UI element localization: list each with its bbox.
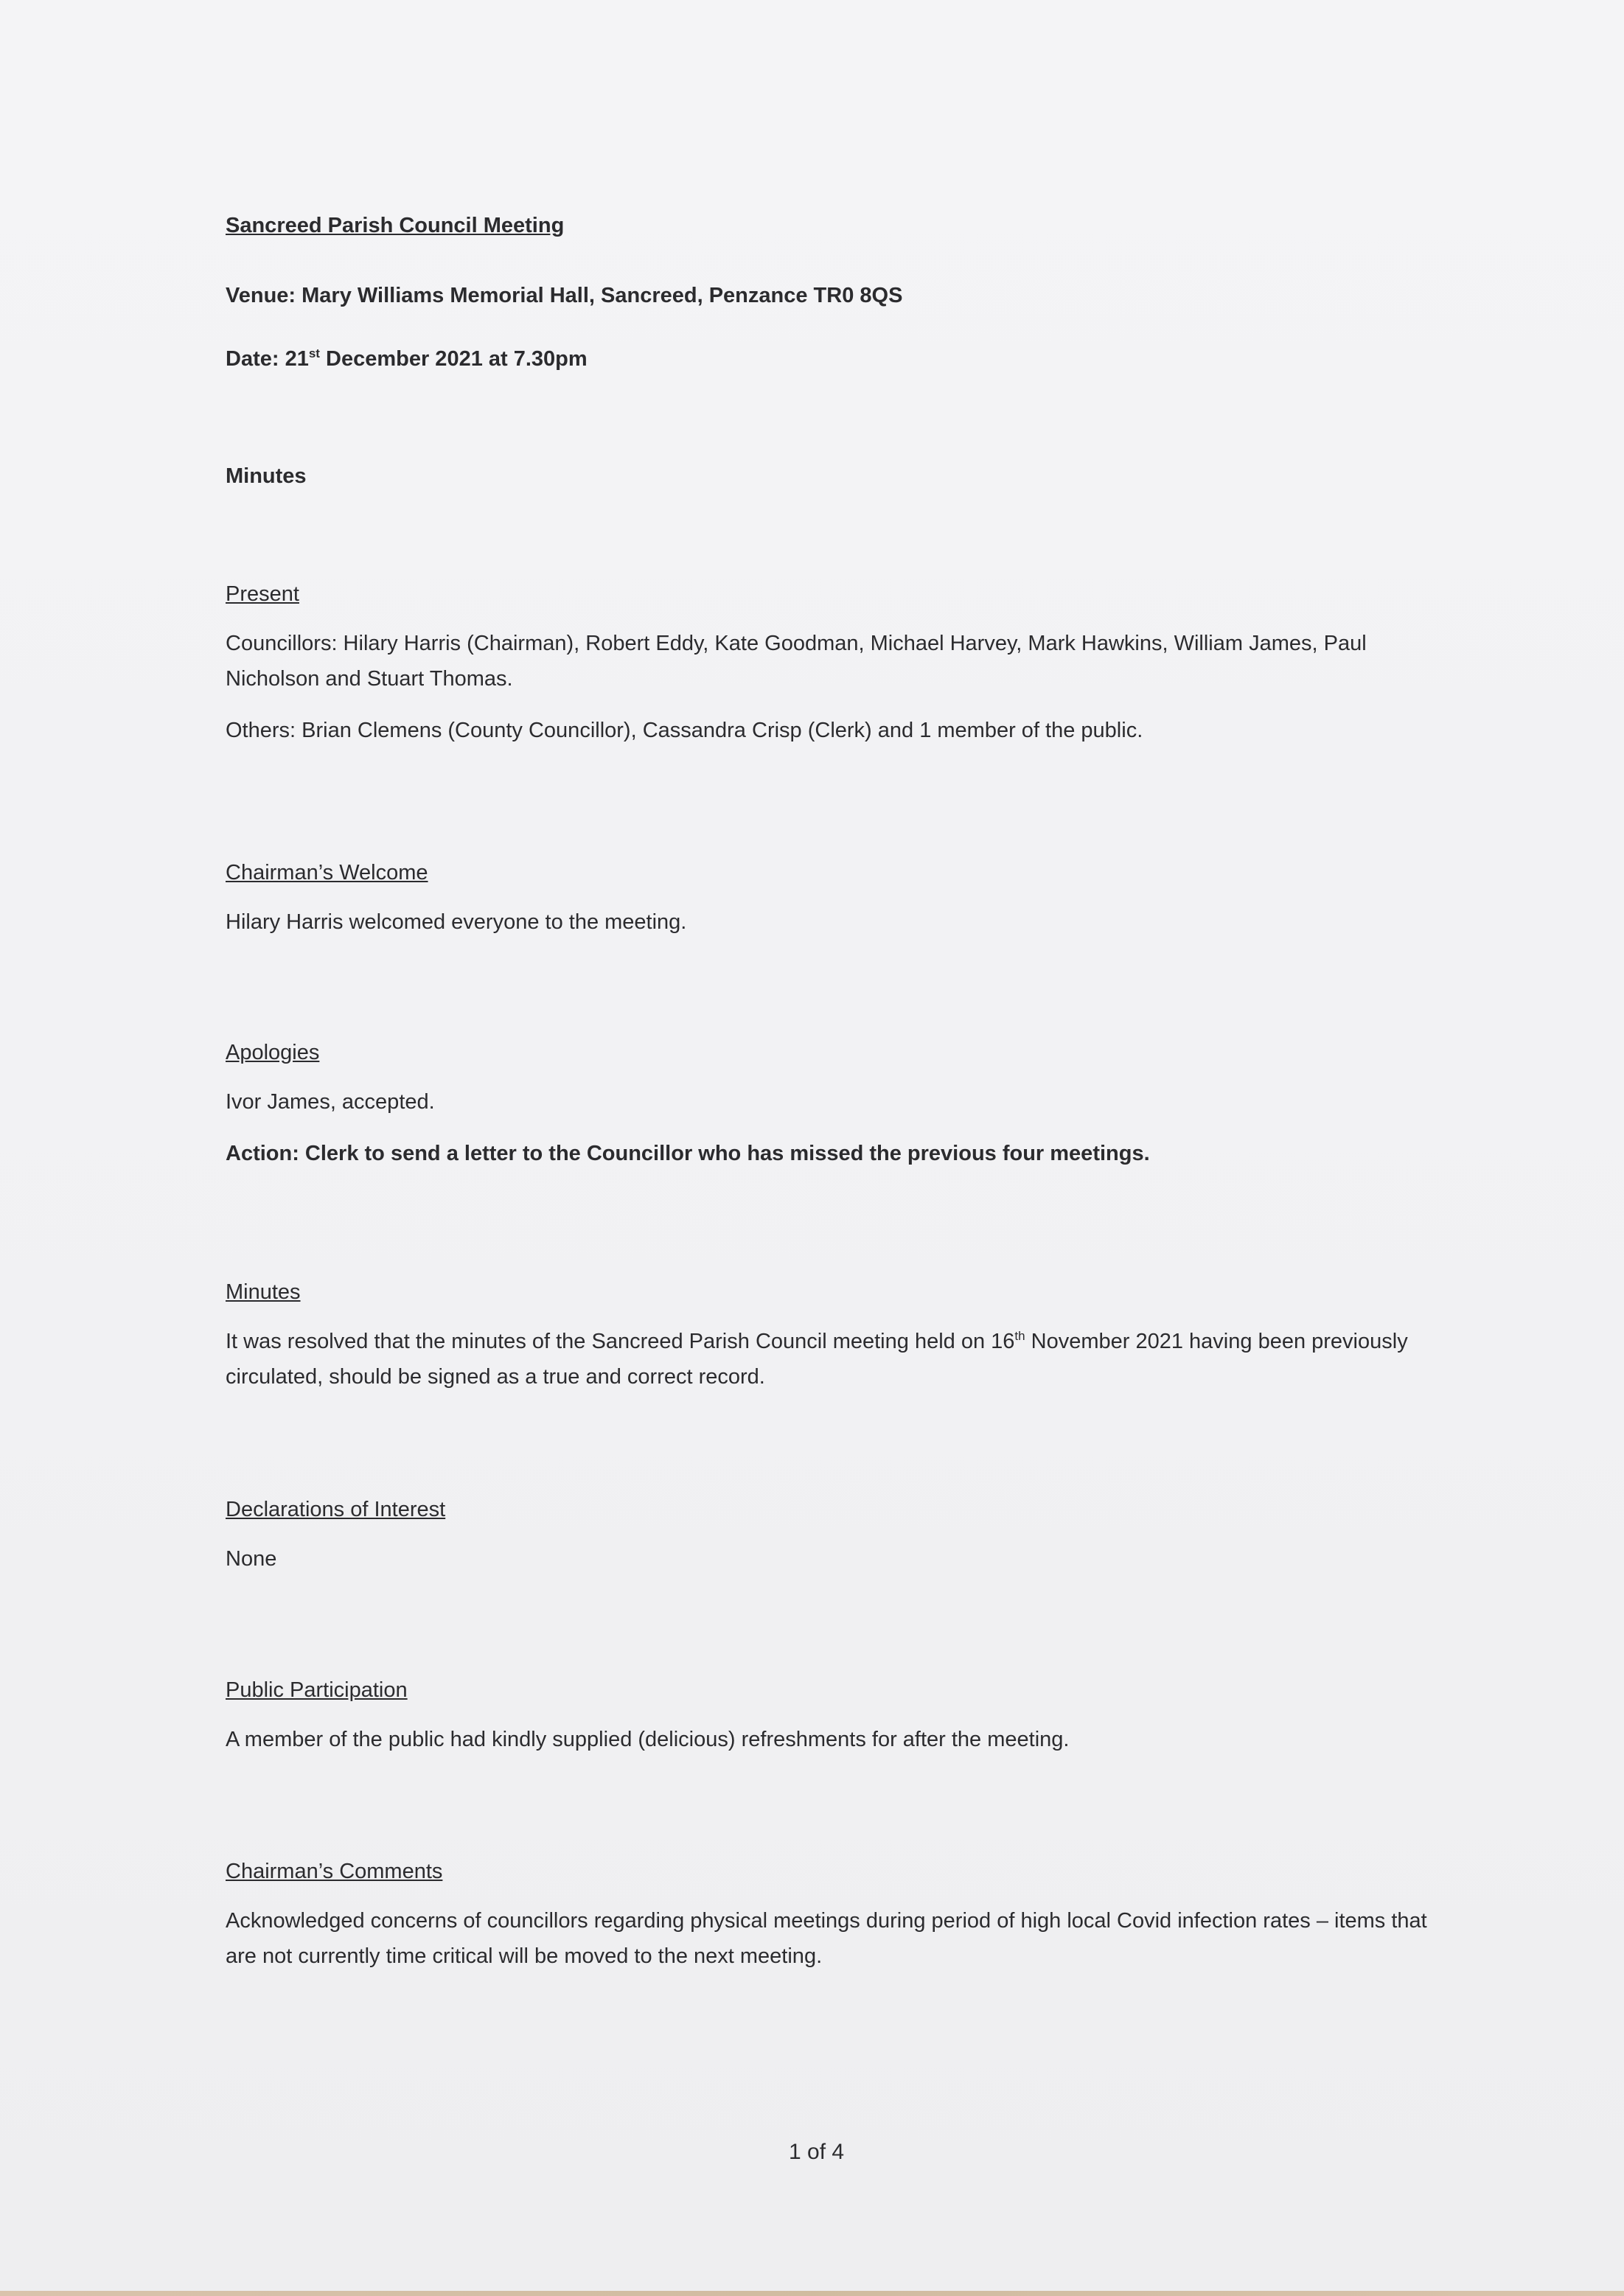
section-apologies — [226, 1041, 1435, 1187]
section-heading-public: Public Participation — [226, 1678, 408, 1702]
present-councillors: Councillors: Hilary Harris (Chairman), Robert Eddy, Kate Goodman, Michael Harvey, Mark Hawkins, William James, Paul Nicholson and Stuart Thomas. — [226, 632, 1367, 691]
date-ordinal: st — [308, 346, 320, 360]
section-present — [226, 582, 1435, 764]
venue-line: Venue: Mary Williams Memorial Hall, Sancreed, Penzance TR0 8QS — [226, 284, 903, 307]
date-prefix: Date: 21 — [226, 347, 309, 371]
section-declarations — [226, 1498, 1435, 1593]
apologies-text: Ivor James, accepted. — [226, 1090, 435, 1114]
section-minutes — [226, 1280, 1435, 1411]
meeting-title: Sancreed Parish Council Meeting — [226, 214, 565, 237]
date-line — [226, 346, 588, 371]
page-bottom-edge — [0, 2291, 1624, 2296]
declarations-text: None — [226, 1547, 277, 1571]
section-heading-apologies: Apologies — [226, 1041, 320, 1064]
welcome-text: Hilary Harris welcomed everyone to the meeting. — [226, 910, 687, 934]
minutes-text-end: November 2021 having been previously circulated, should be signed as a true and correct record. — [226, 1330, 1408, 1389]
section-heading-present: Present — [226, 582, 299, 606]
section-heading-minutes: Minutes — [226, 1280, 301, 1304]
section-public-participation — [226, 1678, 1435, 1773]
section-heading-comments: Chairman’s Comments — [226, 1860, 443, 1883]
present-others: Others: Brian Clemens (County Councillor), Cassandra Crisp (Clerk) and 1 member of the public. — [226, 719, 1143, 742]
public-text: A member of the public had kindly supplied (delicious) refreshments for after the meeting. — [226, 1728, 1070, 1751]
section-chairmans-comments — [226, 1860, 1435, 1990]
section-heading-welcome: Chairman’s Welcome — [226, 861, 428, 884]
section-welcome — [226, 861, 1435, 956]
date-rest: December 2021 at 7.30pm — [319, 347, 588, 371]
comments-text: Acknowledged concerns of councillors regarding physical meetings during period of high local Covid infection rates – items that are not currently time critical will be moved to the next meeting. — [226, 1909, 1427, 1968]
minutes-text-start: It was resolved that the minutes of the Sancreed Parish Council meeting held on 16 — [226, 1330, 1015, 1353]
page-number: 1 of 4 — [789, 2140, 845, 2164]
minutes-text — [226, 1324, 1435, 1395]
apologies-action: Action: Clerk to send a letter to the Councillor who has missed the previous four meetings. — [226, 1142, 1150, 1165]
section-heading-declarations: Declarations of Interest — [226, 1498, 446, 1521]
minutes-heading: Minutes — [226, 464, 307, 488]
minutes-date-ordinal: th — [1014, 1329, 1025, 1343]
